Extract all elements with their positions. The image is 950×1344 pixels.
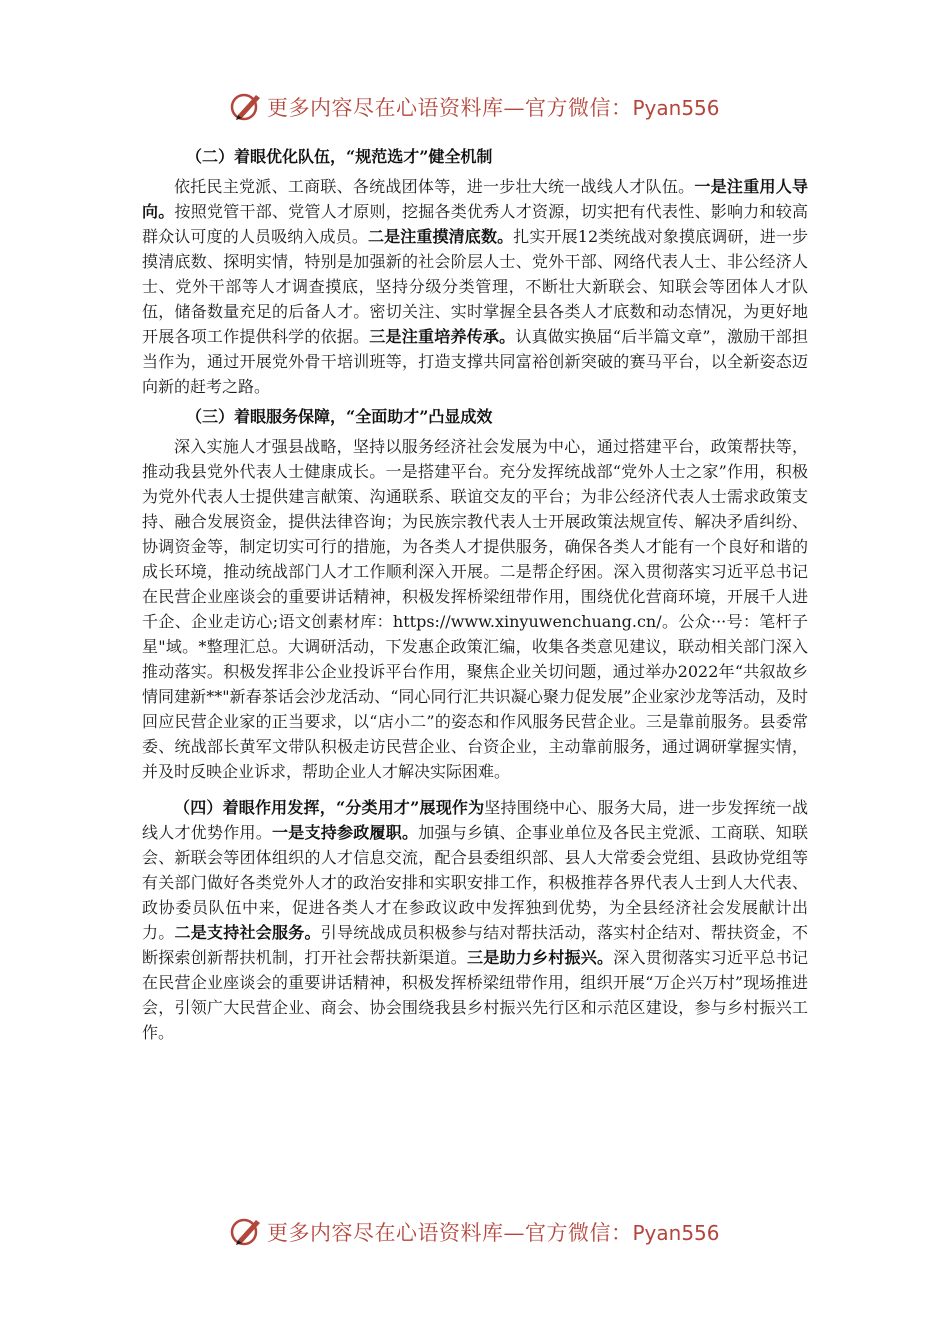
wechat-id: Pyan556 <box>632 96 720 120</box>
section-4-heading: （四）着眼作用发挥，“分类用才”展现作为 <box>174 798 485 817</box>
section-2-paragraph: 依托民主党派、工商联、各统战团体等，进一步壮大统一战线人才队伍。一是注重用人导向。按照党管干部、党管人才原则，挖掘各类优秀人才资源，切实把有代表性、影响力和较高群众认可度的人员吸纳入成员。二是注重摸清底数。扎实开展12类统战对象摸底调研，进一步摸清底数、探明实情，特别是加强新的社会阶层人士、党外干部、网络代表人士、非公经济人士、党外干部等人才调查摸底，坚持分级分类管理，不断壮大新联会、知联会等团体人才队伍，储备数量充足的后备人才。密切关注、实时掌握全县各类人才底数和动态情况，为更好地开展各项工作提供科学的依据。三是注重培养传承。认真做实换届“后半篇文章”，激励干部担当作为，通过开展党外骨干培训班等，打造支撑共同富裕创新突破的赛马平台，以全新姿态迈向新的赶考之路。 <box>142 177 808 396</box>
wechat-id: Pyan556 <box>632 1221 720 1245</box>
banner-text: 更多内容尽在心语资料库—官方微信：Pyan556 <box>267 96 720 120</box>
banner-text: 更多内容尽在心语资料库—官方微信：Pyan556 <box>267 1221 720 1245</box>
pen-logo-icon <box>229 89 263 123</box>
header-banner <box>0 86 950 126</box>
section-3-heading: （三）着眼服务保障，“全面助才”凸显成效 <box>186 407 493 426</box>
section-2-heading: （二）着眼优化队伍，“规范选才”健全机制 <box>186 147 493 166</box>
section-3-paragraph: 深入实施人才强县战略，坚持以服务经济社会发展为中心，通过搭建平台，政策帮扶等，推动我县党外代表人士健康成长。一是搭建平台。充分发挥统战部“党外人士之家”作用，积极为党外代表人士提供建言献策、沟通联系、联谊交友的平台；为非公经济代表人士需求政策支持、融合发展资金，提供法律咨询；为民族宗教代表人士开展政策法规宣传、解决矛盾纠纷、协调资金等，制定切实可行的措施，为各类人才提供服务，确保各类人才能有一个良好和谐的成长环境，推动统战部门人才工作顺利深入开展。二是帮企纾困。深入贯彻落实习近平总书记在民营企业座谈会的重要讲话精神，积极发挥桥梁纽带作用，围绕优化营商环境，开展千人进千企、企业走访心;语文创素材库：https://www.xinyuwenchuang.cn/。公众···号：笔杆子星"域。*整理汇总。大调研活动，下发惠企政策汇编，收集各类意见建议，联动相关部门深入推动落实。积极发挥非公企业投诉平台作用，聚焦企业关切问题，通过举办2022年“共叙故乡情同建新**"新春茶话会沙龙活动、“同心同行汇共识凝心聚力促发展”企业家沙龙等活动，及时回应民营企业家的正当要求，以“店小二”的姿态和作风服务民营企业。三是靠前服务。县委常委、统战部长黄军文带队积极走访民营企业、台资企业，主动靠前服务，通过调研掌握实情，并及时反映企业诉求，帮助企业人才解决实际困难。 <box>142 437 808 781</box>
footer-banner <box>0 1211 950 1251</box>
pen-logo-icon <box>229 1214 263 1248</box>
document-body <box>142 144 808 1050</box>
section-4-paragraph: （四）着眼作用发挥，“分类用才”展现作为坚持围绕中心、服务大局，进一步发挥统一战线人才优势作用。一是支持参政履职。加强与乡镇、企事业单位及各民主党派、工商联、知联会、新联会等团体组织的人才信息交流，配合县委组织部、县人大常委会党组、县政协党组等有关部门做好各类党外人才的政治安排和实职安排工作，积极推荐各界代表人士到人大代表、政协委员队伍中来，促进各类人才在参政议政中发挥独到优势，为全县经济社会发展献计出力。二是支持社会服务。引导统战成员积极参与结对帮扶活动，落实村企结对、帮扶资金，不断探索创新帮扶机制，打开社会帮扶新渠道。三是助力乡村振兴。深入贯彻落实习近平总书记在民营企业座谈会的重要讲话精神，积极发挥桥梁纽带作用，组织开展“万企兴万村”现场推进会，引领广大民营企业、商会、协会围绕我县乡村振兴先行区和示范区建设，参与乡村振兴工作。 <box>142 798 808 1042</box>
